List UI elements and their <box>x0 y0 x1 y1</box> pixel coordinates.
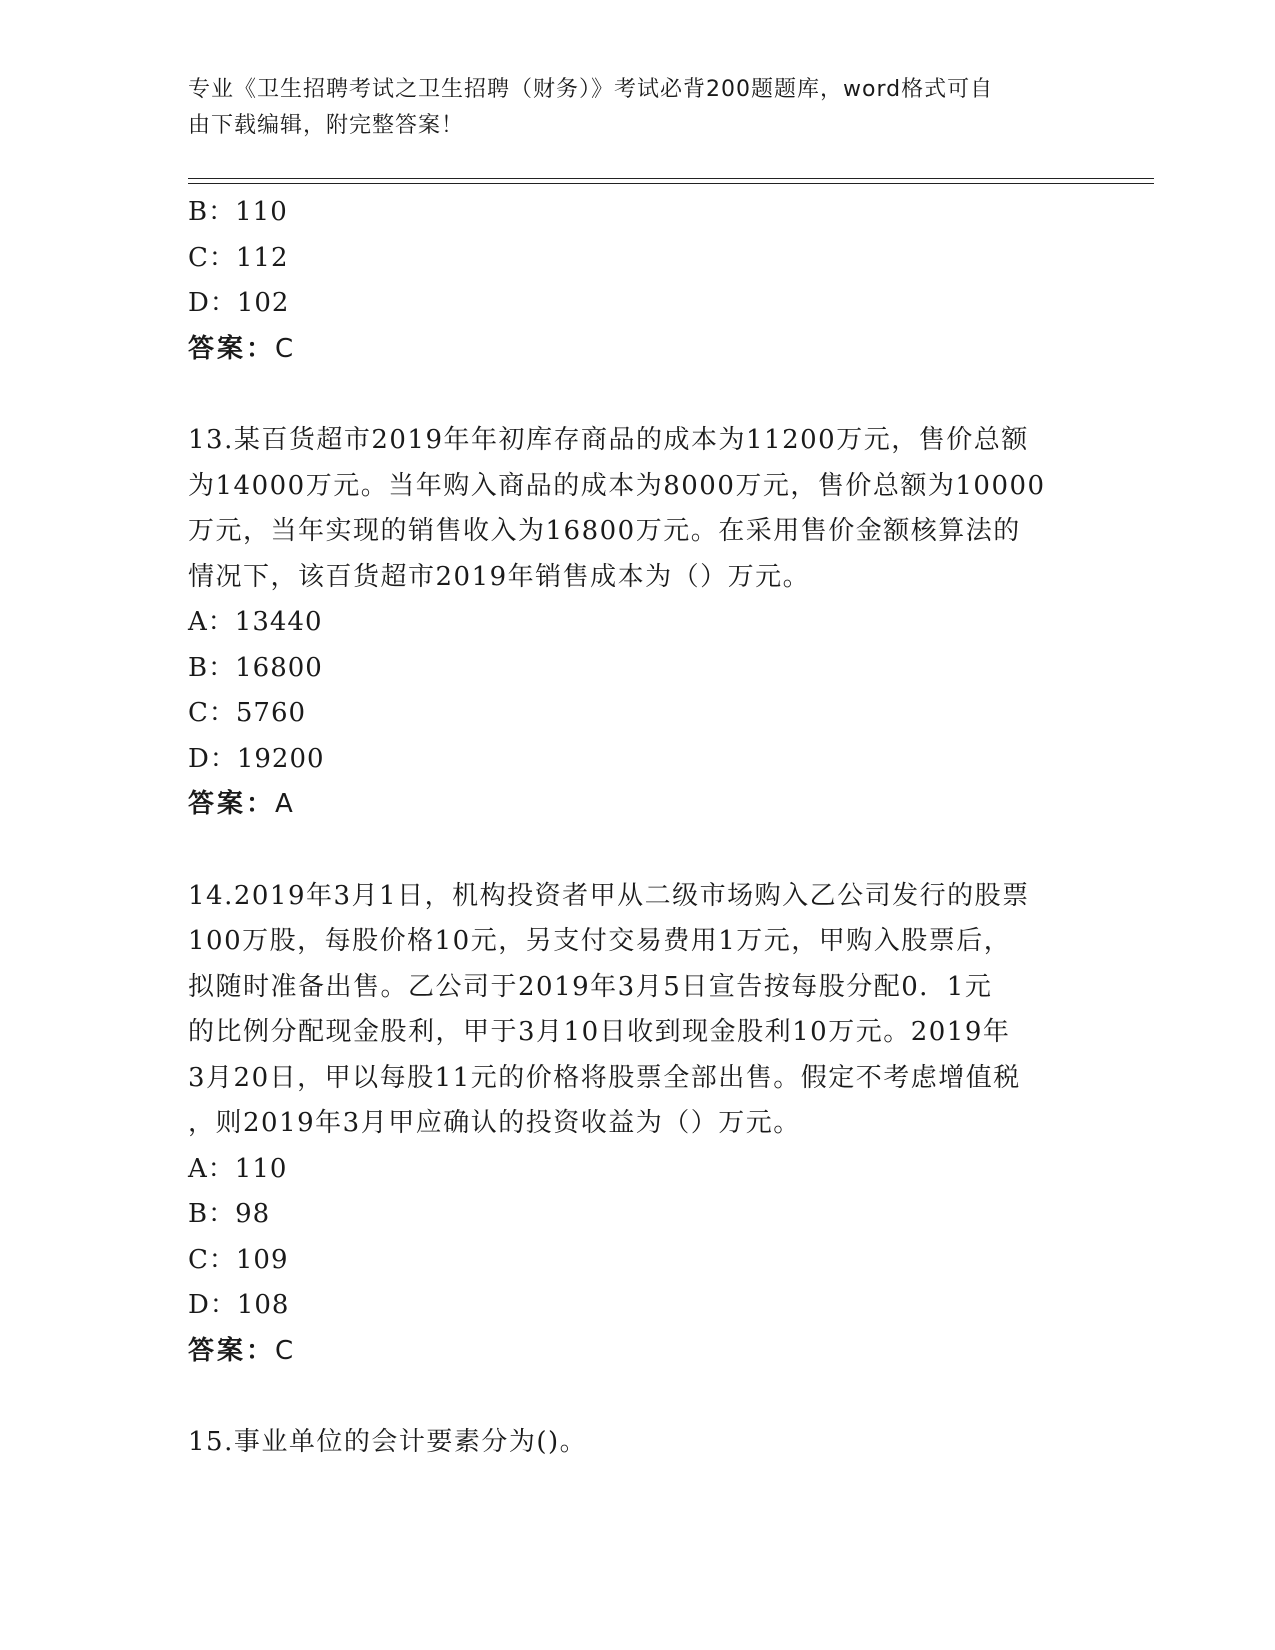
option-c: C：112 <box>188 242 289 273</box>
question-line: 100万股，每股价格10元，另支付交易费用1万元，甲购入股票后， <box>188 926 1012 956</box>
question-line: 的比例分配现金股利，甲于3月10日收到现金股利10万元。2019年 <box>188 1017 1011 1047</box>
option-c: C：5760 <box>188 698 307 728</box>
option-d: D：19200 <box>188 743 325 774</box>
question-line: 情况下，该百货超市2019年销售成本为（）万元。 <box>188 561 811 592</box>
option-d: D：108 <box>188 1290 290 1320</box>
answer-label: 答案： <box>188 333 276 364</box>
answer-line <box>188 782 1088 828</box>
question-text <box>188 874 1088 1147</box>
option-b: B：110 <box>188 197 288 227</box>
option-b: B：16800 <box>188 652 323 683</box>
option-c: C：109 <box>188 1244 289 1275</box>
question-12-tail <box>188 190 1088 372</box>
question-line: 3月20日，甲以每股11元的价格将股票全部出售。假定不考虑增值税 <box>188 1062 1021 1093</box>
question-line: ，则2019年3月甲应确认的投资收益为（）万元。 <box>188 1108 801 1138</box>
header-rule-bottom <box>188 183 1154 184</box>
answer-line <box>188 327 1088 373</box>
answer-line <box>188 1329 1088 1375</box>
answer-value: A <box>275 789 294 819</box>
option-a: A：13440 <box>188 607 323 637</box>
question-15 <box>188 1420 1088 1466</box>
question-line: 为14000万元。当年购入商品的成本为8000万元，售价总额为10000 <box>188 470 1046 501</box>
option-d: D：102 <box>188 288 290 318</box>
page-header <box>188 72 1068 144</box>
header-rule-top <box>188 178 1154 179</box>
question-text <box>188 418 1088 600</box>
question-line: 拟随时准备出售。乙公司于2019年3月5日宣告按每股分配0．1元 <box>188 971 993 1002</box>
answer-label: 答案： <box>188 789 276 819</box>
question-14 <box>188 874 1088 1375</box>
answer-value: C <box>275 333 295 364</box>
document-content <box>188 190 1088 1466</box>
option-b: B：98 <box>188 1199 271 1229</box>
question-13 <box>188 418 1088 828</box>
answer-value: C <box>275 1335 295 1366</box>
header-line-2: 由下载编辑，附完整答案！ <box>188 113 465 138</box>
header-line-1: 专业《卫生招聘考试之卫生招聘（财务）》考试必背200题题库，word格式可自 <box>188 77 994 102</box>
question-line: 13.某百货超市2019年年初库存商品的成本为11200万元，售价总额 <box>188 425 1029 455</box>
question-text <box>188 1420 1088 1466</box>
question-line: 15.事业单位的会计要素分为()。 <box>188 1427 588 1457</box>
question-line: 14.2019年3月1日，机构投资者甲从二级市场购入乙公司发行的股票 <box>188 880 1030 911</box>
option-a: A：110 <box>188 1153 288 1184</box>
answer-label: 答案： <box>188 1335 276 1366</box>
question-line: 万元，当年实现的销售收入为16800万元。在采用售价金额核算法的 <box>188 516 1021 546</box>
